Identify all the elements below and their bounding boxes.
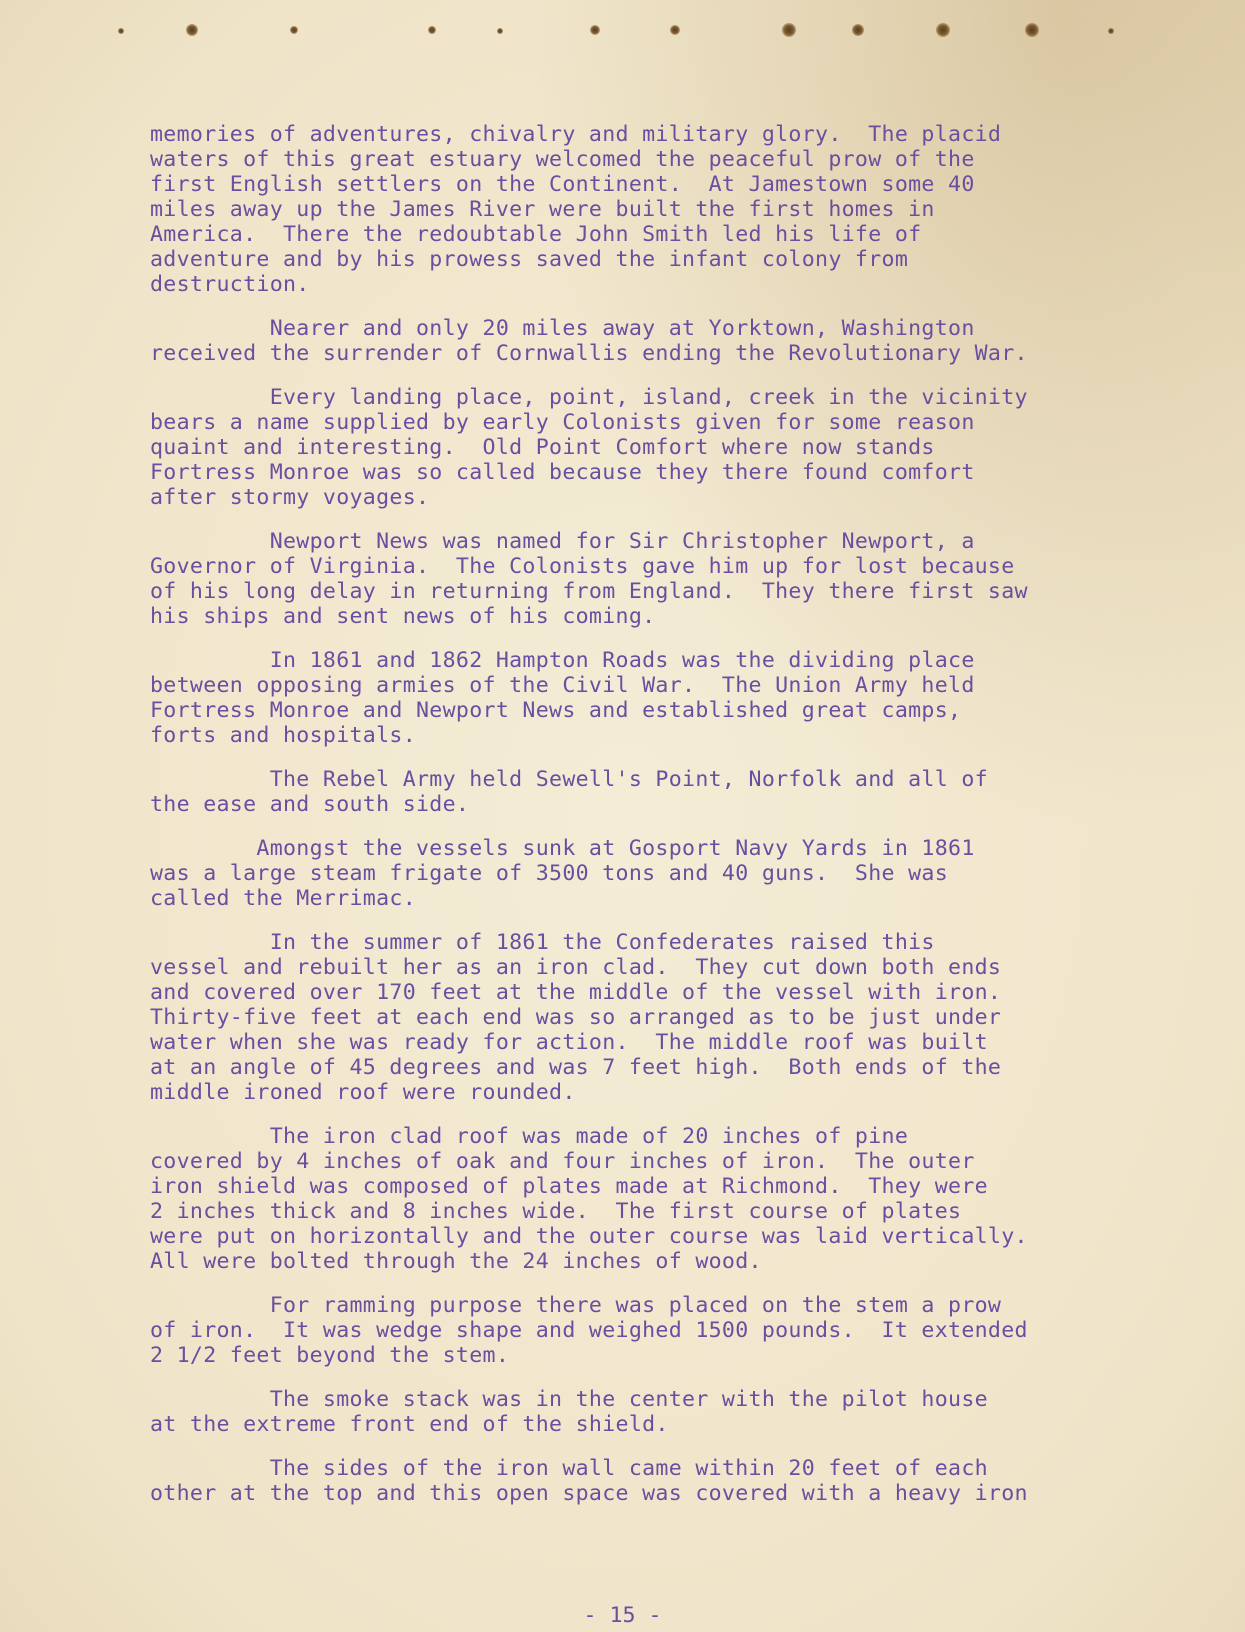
text-line: All were bolted through the 24 inches of wood. bbox=[150, 1249, 762, 1274]
text-line: received the surrender of Cornwallis ending the Revolutionary War. bbox=[150, 341, 1028, 366]
paragraph bbox=[150, 930, 1150, 1105]
text-line: forts and hospitals. bbox=[150, 723, 417, 748]
text-line: bears a name supplied by early Colonists given for some reason bbox=[150, 410, 975, 435]
text-line: adventure and by his prowess saved the infant colony from bbox=[150, 247, 909, 272]
binding-hole-icon bbox=[428, 26, 436, 34]
binding-hole-icon bbox=[1025, 23, 1039, 37]
text-line: Every landing place, point, island, creek in the vicinity bbox=[150, 385, 1028, 410]
binding-hole-icon bbox=[290, 26, 298, 34]
text-line: miles away up the James River were built the first homes in bbox=[150, 197, 935, 222]
binding-hole-icon bbox=[497, 28, 503, 34]
text-line: was a large steam frigate of 3500 tons and 40 guns. She was bbox=[150, 861, 949, 886]
paragraph bbox=[150, 529, 1150, 629]
text-line: Amongst the vessels sunk at Gosport Navy Yards in 1861 bbox=[150, 836, 975, 861]
paragraph bbox=[150, 767, 1150, 817]
text-line: quaint and interesting. Old Point Comfort where now stands bbox=[150, 435, 935, 460]
text-line: water when she was ready for action. The middle roof was built bbox=[150, 1030, 988, 1055]
text-line: In 1861 and 1862 Hampton Roads was the dividing place bbox=[150, 648, 975, 673]
page-number: - 15 - bbox=[583, 1603, 662, 1628]
paragraph bbox=[150, 122, 1150, 297]
text-line: at an angle of 45 degrees and was 7 feet high. Both ends of the bbox=[150, 1055, 1002, 1080]
text-line: the ease and south side. bbox=[150, 792, 470, 817]
paragraph bbox=[150, 316, 1150, 366]
paragraph bbox=[150, 1124, 1150, 1274]
binding-hole-icon bbox=[852, 24, 864, 36]
binding-hole-icon bbox=[1108, 28, 1114, 34]
text-line: The Rebel Army held Sewell's Point, Norfolk and all of bbox=[150, 767, 988, 792]
text-line: waters of this great estuary welcomed the peaceful prow of the bbox=[150, 147, 975, 172]
text-line: 2 inches thick and 8 inches wide. The first course of plates bbox=[150, 1199, 962, 1224]
text-line: his ships and sent news of his coming. bbox=[150, 604, 656, 629]
binding-hole-icon bbox=[186, 24, 198, 36]
text-line: middle ironed roof were rounded. bbox=[150, 1080, 576, 1105]
text-line: The sides of the iron wall came within 20 feet of each bbox=[150, 1456, 988, 1481]
binding-hole-icon bbox=[590, 25, 600, 35]
text-line: Fortress Monroe was so called because they there found comfort bbox=[150, 460, 975, 485]
text-line: called the Merrimac. bbox=[150, 886, 417, 911]
text-line: of iron. It was wedge shape and weighed 1500 pounds. It extended bbox=[150, 1318, 1028, 1343]
paragraph bbox=[150, 1387, 1150, 1437]
paragraph bbox=[150, 385, 1150, 510]
text-line: after stormy voyages. bbox=[150, 485, 430, 510]
text-line: and covered over 170 feet at the middle of the vessel with iron. bbox=[150, 980, 1002, 1005]
text-line: Governor of Virginia. The Colonists gave him up for lost because bbox=[150, 554, 1015, 579]
text-line: destruction. bbox=[150, 272, 310, 297]
typed-text-body bbox=[150, 122, 1150, 1525]
text-line: Nearer and only 20 miles away at Yorktown, Washington bbox=[150, 316, 975, 341]
text-line: between opposing armies of the Civil War. The Union Army held bbox=[150, 673, 975, 698]
binding-holes bbox=[0, 18, 1245, 48]
text-line: 2 1/2 feet beyond the stem. bbox=[150, 1343, 510, 1368]
text-line: memories of adventures, chivalry and military glory. The placid bbox=[150, 122, 1002, 147]
paragraph bbox=[150, 1293, 1150, 1368]
text-line: In the summer of 1861 the Confederates raised this bbox=[150, 930, 935, 955]
text-line: The smoke stack was in the center with the pilot house bbox=[150, 1387, 988, 1412]
text-line: Thirty-five feet at each end was so arranged as to be just under bbox=[150, 1005, 1002, 1030]
text-line: Fortress Monroe and Newport News and established great camps, bbox=[150, 698, 962, 723]
paragraph bbox=[150, 1456, 1150, 1506]
binding-hole-icon bbox=[782, 23, 796, 37]
text-line: vessel and rebuilt her as an iron clad. They cut down both ends bbox=[150, 955, 1002, 980]
text-line: For ramming purpose there was placed on the stem a prow bbox=[150, 1293, 1002, 1318]
text-line: first English settlers on the Continent. At Jamestown some 40 bbox=[150, 172, 975, 197]
text-line: at the extreme front end of the shield. bbox=[150, 1412, 669, 1437]
text-line: America. There the redoubtable John Smith led his life of bbox=[150, 222, 922, 247]
binding-hole-icon bbox=[118, 28, 124, 34]
text-line: iron shield was composed of plates made at Richmond. They were bbox=[150, 1174, 988, 1199]
paragraph bbox=[150, 836, 1150, 911]
text-line: other at the top and this open space was covered with a heavy iron bbox=[150, 1481, 1028, 1506]
binding-hole-icon bbox=[936, 23, 950, 37]
paragraph bbox=[150, 648, 1150, 748]
text-line: of his long delay in returning from England. They there first saw bbox=[150, 579, 1028, 604]
binding-hole-icon bbox=[670, 25, 680, 35]
text-line: Newport News was named for Sir Christopher Newport, a bbox=[150, 529, 975, 554]
text-line: The iron clad roof was made of 20 inches of pine bbox=[150, 1124, 909, 1149]
text-line: were put on horizontally and the outer course was laid vertically. bbox=[150, 1224, 1028, 1249]
text-line: covered by 4 inches of oak and four inches of iron. The outer bbox=[150, 1149, 975, 1174]
